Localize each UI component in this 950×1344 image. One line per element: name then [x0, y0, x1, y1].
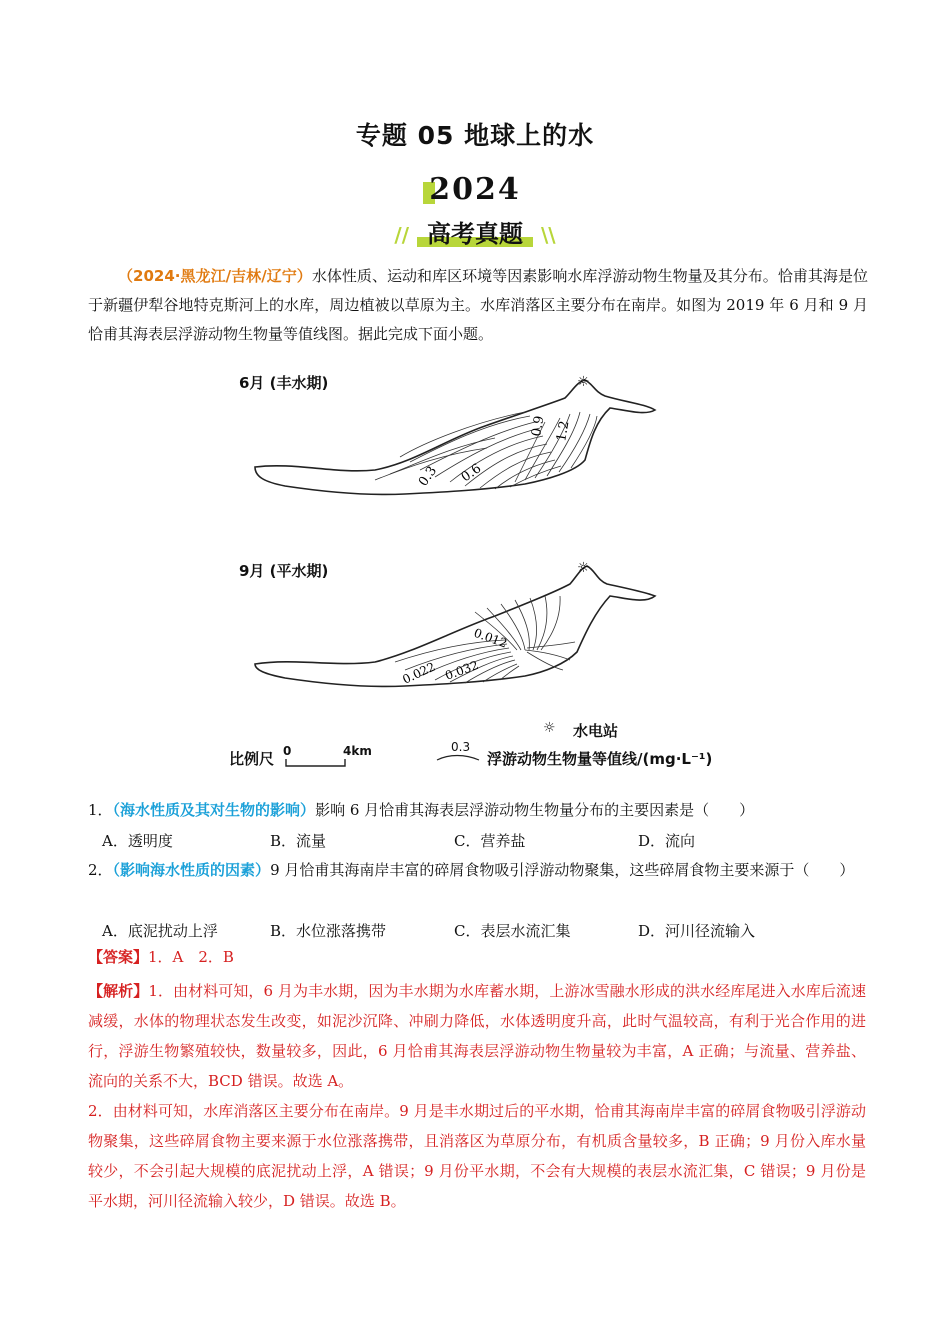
intro-paragraph: [88, 262, 868, 349]
question-1: [88, 796, 868, 825]
map2-contour-label-3: 0.012: [471, 625, 510, 651]
answer-label: 【答案】: [88, 948, 149, 966]
q1-option-b[interactable]: B．流量: [270, 832, 327, 850]
analysis-1: [88, 976, 866, 1096]
analysis-label: 【解析】: [88, 982, 149, 1000]
map1-label: 6月 (丰水期): [239, 374, 329, 392]
map1-contour-label-3: 0.9: [529, 414, 548, 438]
q2-text: 9 月恰甫其海南岸丰富的碎屑食物吸引浮游动物聚集，这些碎屑食物主要来源于（ ）: [270, 861, 855, 879]
q2-option-d[interactable]: D．河川径流输入: [638, 922, 756, 940]
map2-contour-label-1: 0.022: [400, 659, 438, 687]
answer-text: 1．A 2．B: [148, 948, 234, 966]
legend-station-icon: ☼: [543, 720, 556, 736]
map2-label: 9月 (平水期): [239, 562, 329, 580]
year-heading: [0, 172, 950, 207]
question-2: [88, 856, 868, 885]
q1-option-d[interactable]: D．流向: [638, 832, 696, 850]
legend-isoline-value: 0.3: [451, 740, 471, 754]
legend-scale-label: 比例尺: [229, 750, 275, 768]
intro-text: 水体性质、运动和库区环境等因素影响水库浮游动物生物量及其分布。恰甫其海是位于新疆伊犁谷地特克斯河上的水库，周边植被以草原为主。水库消落区主要分布在南岸。如图为 2019 年 6 月和 9 月恰甫其海表层浮游动物生物量等值线图。据此完成下面小题。: [88, 267, 869, 343]
q1-number: 1．: [88, 801, 113, 819]
q2-option-a[interactable]: A．底泥扰动上浮: [102, 922, 218, 940]
analysis-p1: 1．由材料可知，6 月为丰水期，因为丰水期为水库蓄水期，上游冰雪融水形成的洪水经库尾进入水库后流速减缓，水体的物理状态发生改变，如泥沙沉降、冲刷力降低，水体透明度升高，此时气温较高，有利于光合作用的进行，浮游生物繁殖较快，数量较多，因此，6 月恰甫其海表层浮游动物生物量较为丰富，A 正确；与流量、营养盐、流向的关系不大，BCD 错误。故选 A。: [88, 982, 866, 1090]
q1-option-c[interactable]: C．营养盐: [454, 832, 526, 850]
map2-contour-label-2: 0.032: [443, 657, 481, 683]
banner-decoration-left: //: [394, 223, 409, 247]
legend-station-label: 水电站: [573, 722, 619, 740]
banner-label: 高考真题: [417, 214, 533, 249]
analysis-p2: 2．由材料可知，水库消落区主要分布在南岸。9 月是丰水期过后的平水期，恰甫其海南岸丰富的碎屑食物吸引浮游动物聚集，这些碎屑食物主要来源于水位涨落携带，且消落区为草原分布，有机质含量较多，B 正确；9 月份入库水量较少，不会引起大规模的底泥扰动上浮，A 错误；9 月份平水期，不会有大规模的表层水流汇集，C 错误；9 月份是平水期，河川径流输入较少，D 错误。故选 B。: [88, 1102, 866, 1210]
banner-decoration-right: \\: [541, 223, 556, 247]
year-label: 2024: [423, 172, 527, 207]
q2-option-b[interactable]: B．水位涨落携带: [270, 922, 387, 940]
answer-line: [88, 946, 234, 967]
analysis-2: [88, 1096, 866, 1216]
map1-svg: [225, 362, 745, 522]
page-title: 专题 05 地球上的水: [355, 121, 595, 150]
legend-isoline-label: 浮游动物生物量等值线/(mg·L⁻¹): [487, 750, 713, 768]
legend-scale-zero: 0: [283, 744, 292, 758]
map1-station-icon: ☼: [577, 374, 590, 390]
legend-scale-bar: [285, 758, 347, 768]
q1-option-a[interactable]: A．透明度: [102, 832, 173, 850]
map1-contour-label-2: 0.6: [458, 461, 485, 486]
section-banner: [0, 214, 950, 249]
map1-contour-label-4: 1.2: [554, 419, 573, 443]
map2-station-icon: ☼: [577, 560, 590, 576]
q1-text: 影响 6 月恰甫其海表层浮游动物生物量分布的主要因素是（ ）: [315, 801, 755, 819]
contour-figure: [225, 362, 745, 772]
q2-option-c[interactable]: C．表层水流汇集: [454, 922, 571, 940]
map1-contour-label-1: 0.3: [415, 463, 441, 490]
q2-number: 2．: [88, 861, 113, 879]
q2-tag: （影响海水性质的因素）: [112, 861, 271, 879]
map2-svg: [225, 552, 745, 722]
source-tag: （2024·黑龙江/吉林/辽宁）: [118, 267, 312, 285]
q1-tag: （海水性质及其对生物的影响）: [112, 801, 316, 819]
legend-scale-four: 4km: [343, 744, 372, 758]
